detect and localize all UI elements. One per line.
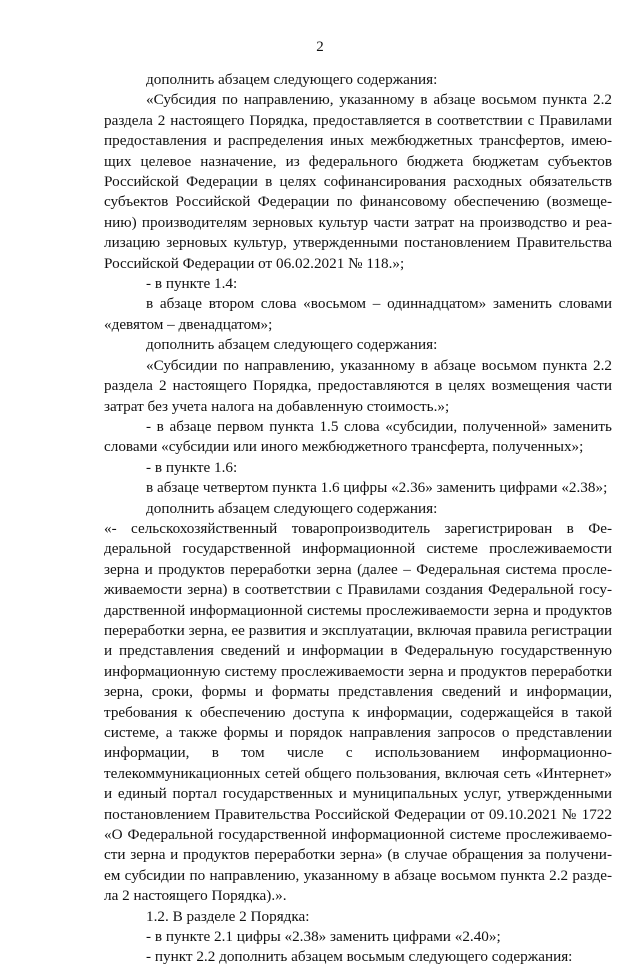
paragraph: «Субсидии по направлению, указанному в абзаце восьмом пункта 2.2 раздела 2 настоящего Порядка, предоставляются в целях возмещения части затрат без учета налога на добавленную стоимость.»; — [104, 356, 612, 415]
paragraph: - в пункте 1.4: — [146, 275, 238, 293]
paragraph: 1.2. В разделе 2 Порядка: — [146, 907, 310, 925]
paragraph: дополнить абзацем следующего содержания: — [146, 336, 438, 354]
paragraph: «- сельскохозяйственный товаропроизводитель зарегистрирован в Федеральной государственной информационной системе прослеживаемости зерна и продуктов переработки зерна (далее – Федеральная система прослеживаемости зерна) в соответствии с Правилами создания Федеральной государственной информационной системы прослеживаемости зерна и продуктов переработки зерна, ее развития и эксплуатации, включая правила регистрации и представления сведений и информации в Федеральную государственную информационную систему прослеживаемости зерна и продуктов переработки зерна, сроки, формы и форматы представления сведений и информации, требования к обеспечению доступа к информации, содержащейся в такой системе, а также формы и порядок направления запросов о представлении информации, в том числе с использованием информационно-телекоммуникационных сетей общего пользования, включая сеть «Интернет» и единый портал государственных и муниципальных услуг, утвержденными постановлением Правительства Российской Федерации от 09.10.2021 № 1722 «О Федеральной государственной информационной системе прослеживаемости зерна и продуктов переработки зерна» (в случае обращения за получением субсидии по направлению, указанному в абзаце восьмом пункта 2.2 раздела 2 настоящего Порядка).». — [104, 519, 612, 905]
paragraph: дополнить абзацем следующего содержания: — [146, 499, 438, 517]
paragraph: в абзаце втором слова «восьмом – одиннадцатом» заменить словами «девятом – двенадцатом»; — [104, 295, 612, 333]
paragraph: - в пункте 1.6: — [146, 458, 238, 476]
paragraph: дополнить абзацем следующего содержания: — [146, 71, 438, 88]
paragraph: - в пункте 2.1 цифры «2.38» заменить цифрами «2.40»; — [146, 928, 501, 946]
page-number: 2 — [316, 39, 324, 55]
paragraph: «Субсидия по направлению, указанному в абзаце восьмом пункта 2.2 раздела 2 настоящего Порядка, предоставляется в соответствии с Правилами предоставления и распределения иных межбюджетных трансфертов, имеющих целевое назначение, из федерального бюджета бюджетам субъектов Российской Федерации в целях софинансирования расходных обязательств субъектов Российской Федерации по финансовому обеспечению (возмещению) производителям зерновых культур части затрат на производство и реализацию зерновых культур, утвержденными постановлением Правительства Российской Федерации от 06.02.2021 № 118.»; — [104, 91, 612, 272]
paragraph: - пункт 2.2 дополнить абзацем восьмым следующего содержания: — [146, 948, 573, 966]
document-body — [104, 70, 612, 968]
paragraph: - в абзаце первом пункта 1.5 слова «субсидии, полученной» заменить словами «субсидии или иного межбюджетного трансферта, полученных»; — [104, 417, 612, 456]
paragraph: в абзаце четвертом пункта 1.6 цифры «2.36» заменить цифрами «2.38»; — [146, 479, 608, 497]
